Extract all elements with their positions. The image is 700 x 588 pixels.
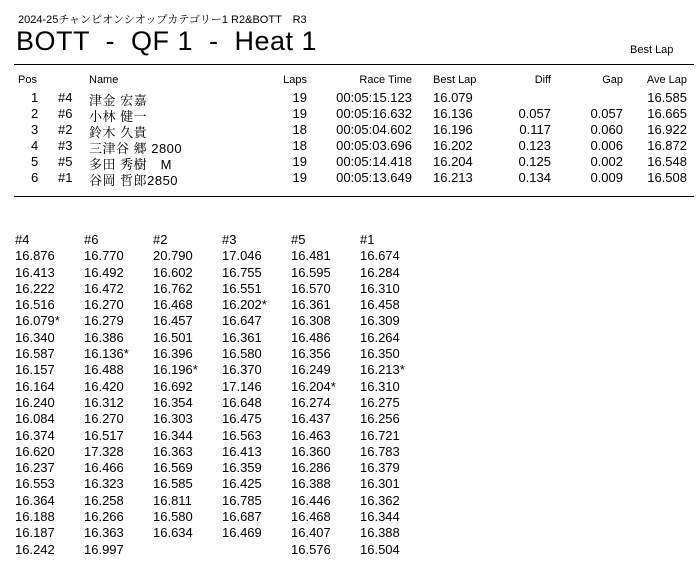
col-header-laps: Laps (283, 74, 307, 86)
lap-time-cell: 16.492 (84, 264, 124, 280)
lap-time-cell: 16.472 (84, 280, 124, 296)
lap-time-cell: 16.692 (153, 378, 193, 394)
lap-column-header: #1 (360, 232, 375, 247)
best-lap-cell: 16.213 (433, 170, 473, 185)
lap-time-cell: 16.413 (15, 264, 55, 280)
laps-cell: 18 (292, 122, 307, 137)
gap-cell: 0.009 (590, 170, 623, 185)
lap-time-cell: 16.242 (15, 541, 55, 557)
lap-time-cell: 16.446 (291, 492, 331, 508)
driver-name-cell: 三津谷 郷 2800 (89, 141, 183, 156)
laps-cell: 19 (292, 106, 307, 121)
pos-cell: 6 (31, 170, 39, 185)
result-row (0, 90, 700, 106)
diff-cell: 0.134 (518, 170, 551, 185)
lap-time-cell: 16.344 (360, 509, 400, 525)
lap-time-cell: 16.354 (153, 394, 193, 410)
lap-time-cell: 16.587 (15, 346, 55, 362)
lap-time-cell: 16.386 (84, 329, 124, 345)
pos-cell: 1 (31, 90, 39, 105)
lap-time-cell: 16.286 (291, 460, 331, 476)
lap-column-header: #2 (153, 232, 168, 247)
lap-time-cell: 16.350 (360, 346, 400, 362)
lap-time-cell: 16.721 (360, 427, 400, 443)
diff-cell: 0.123 (518, 138, 551, 153)
results-table (0, 74, 700, 186)
lap-time-cell: 16.188 (15, 509, 55, 525)
lap-time-cell: 16.504 (360, 541, 400, 557)
lap-column-header: #6 (84, 232, 99, 247)
lap-time-cell: 16.363 (153, 443, 193, 459)
driver-name-cell: 小林 健一 (89, 109, 148, 124)
ave-lap-cell: 16.508 (647, 170, 687, 185)
lap-time-cell: 16.755 (222, 264, 262, 280)
race-time-cell: 00:05:04.602 (336, 122, 412, 137)
lap-time-cell: 16.222 (15, 280, 55, 296)
race-time-cell: 00:05:13.649 (336, 170, 412, 185)
lap-time-cell: 16.762 (153, 280, 193, 296)
race-time-cell: 00:05:16.632 (336, 106, 412, 121)
col-header-diff: Diff (534, 74, 551, 86)
result-row (0, 106, 700, 122)
car-number-cell: #6 (58, 106, 73, 121)
lap-time-cell: 16.770 (84, 248, 124, 264)
result-row (0, 154, 700, 170)
lap-time-cell: 16.362 (360, 492, 400, 508)
lap-time-cell: 16.407 (291, 525, 331, 541)
lap-time-cell: 16.266 (84, 509, 124, 525)
lap-time-cell: 16.312 (84, 394, 124, 410)
lap-time-cell: 16.388 (360, 525, 400, 541)
lap-time-cell: 16.457 (153, 313, 193, 329)
lap-time-cell: 16.674 (360, 248, 400, 264)
driver-name-cell: 鈴木 久貴 (89, 125, 148, 140)
car-number-cell: #5 (58, 154, 73, 169)
lap-time-cell: 16.648 (222, 394, 262, 410)
lap-time-cell: 16.279 (84, 313, 124, 329)
driver-name-cell: 津金 宏嘉 (89, 93, 148, 108)
lap-time-cell: 16.356 (291, 346, 331, 362)
gap-cell: 0.002 (590, 154, 623, 169)
lap-time-cell: 16.458 (360, 297, 400, 313)
result-row (0, 138, 700, 154)
car-number-cell: #4 (58, 90, 73, 105)
lap-time-cell: 16.634 (153, 525, 193, 541)
lap-time-cell: 16.202* (222, 297, 267, 313)
lap-time-cell: 16.303 (153, 411, 193, 427)
lap-column (153, 232, 198, 542)
lap-time-cell: 16.164 (15, 378, 55, 394)
event-subtitle: 2024-25チャンピオンシオップカテゴリー1 R2&BOTT R3 (18, 14, 307, 26)
pos-cell: 5 (31, 154, 39, 169)
diff-cell: 0.125 (518, 154, 551, 169)
lap-column (84, 232, 129, 558)
lap-time-cell: 16.468 (291, 509, 331, 525)
lap-time-cell: 16.481 (291, 248, 331, 264)
gap-cell: 0.006 (590, 138, 623, 153)
lap-time-cell: 16.359 (222, 460, 262, 476)
ave-lap-cell: 16.665 (647, 106, 687, 121)
car-number-cell: #2 (58, 122, 73, 137)
diff-cell: 0.057 (518, 106, 551, 121)
lap-time-cell: 17.046 (222, 248, 262, 264)
pos-cell: 2 (31, 106, 39, 121)
ave-lap-cell: 16.548 (647, 154, 687, 169)
lap-time-cell: 16.580 (222, 346, 262, 362)
lap-time-cell: 16.469 (222, 525, 262, 541)
lap-time-cell: 16.270 (84, 411, 124, 427)
gap-cell: 0.060 (590, 122, 623, 137)
bottom-divider (14, 196, 694, 197)
car-number-cell: #3 (58, 138, 73, 153)
lap-time-cell: 16.308 (291, 313, 331, 329)
lap-time-cell: 16.563 (222, 427, 262, 443)
top-divider (14, 64, 694, 65)
col-header-best-lap: Best Lap (433, 74, 477, 86)
lap-time-cell: 16.516 (15, 297, 55, 313)
lap-time-cell: 16.240 (15, 394, 55, 410)
lap-time-cell: 16.360 (291, 443, 331, 459)
lap-time-cell: 16.284 (360, 264, 400, 280)
lap-time-cell: 16.620 (15, 443, 55, 459)
lap-time-cell: 16.475 (222, 411, 262, 427)
lap-time-cell: 16.301 (360, 476, 400, 492)
lap-time-cell: 16.310 (360, 378, 400, 394)
col-header-race-time: Race Time (359, 74, 412, 86)
lap-time-cell: 16.270 (84, 297, 124, 313)
lap-time-cell: 16.275 (360, 394, 400, 410)
lap-column-header: #4 (15, 232, 30, 247)
lap-time-cell: 16.084 (15, 411, 55, 427)
lap-column (360, 232, 405, 558)
lap-column (222, 232, 267, 542)
lap-time-cell: 16.363 (84, 525, 124, 541)
best-lap-cell: 16.196 (433, 122, 473, 137)
ave-lap-cell: 16.922 (647, 122, 687, 137)
best-lap-cell: 16.204 (433, 154, 473, 169)
lap-time-cell: 16.647 (222, 313, 262, 329)
lap-time-cell: 17.146 (222, 378, 262, 394)
lap-time-cell: 16.361 (222, 329, 262, 345)
lap-time-cell: 16.580 (153, 509, 193, 525)
lap-time-cell: 16.079* (15, 313, 60, 329)
ave-lap-cell: 16.872 (647, 138, 687, 153)
lap-time-cell: 16.196* (153, 362, 198, 378)
lap-time-cell: 20.790 (153, 248, 193, 264)
lap-time-cell: 16.425 (222, 476, 262, 492)
lap-time-cell: 16.501 (153, 329, 193, 345)
lap-time-cell: 16.213* (360, 362, 405, 378)
lap-time-cell: 16.553 (15, 476, 55, 492)
lap-time-cell: 16.379 (360, 460, 400, 476)
lap-time-cell: 16.256 (360, 411, 400, 427)
lap-time-cell: 16.783 (360, 443, 400, 459)
best-lap-cell: 16.136 (433, 106, 473, 121)
laps-cell: 19 (292, 154, 307, 169)
col-header-ave-lap: Ave Lap (646, 74, 687, 86)
lap-time-cell: 16.388 (291, 476, 331, 492)
lap-column (291, 232, 336, 558)
lap-time-cell: 16.344 (153, 427, 193, 443)
lap-time-cell: 16.340 (15, 329, 55, 345)
lap-time-cell: 16.258 (84, 492, 124, 508)
lap-time-cell: 16.687 (222, 509, 262, 525)
lap-time-cell: 16.157 (15, 362, 55, 378)
result-row (0, 122, 700, 138)
lap-time-cell: 16.602 (153, 264, 193, 280)
lap-column-header: #3 (222, 232, 237, 247)
results-header-row (0, 74, 700, 90)
lap-time-cell: 16.488 (84, 362, 124, 378)
race-time-cell: 00:05:14.418 (336, 154, 412, 169)
lap-time-cell: 17.328 (84, 443, 124, 459)
lap-time-cell: 16.204* (291, 378, 336, 394)
lap-time-cell: 16.585 (153, 476, 193, 492)
lap-time-cell: 16.517 (84, 427, 124, 443)
laps-cell: 19 (292, 170, 307, 185)
lap-time-cell: 16.374 (15, 427, 55, 443)
lap-time-cell: 16.237 (15, 460, 55, 476)
lap-time-cell: 16.876 (15, 248, 55, 264)
lap-time-cell: 16.310 (360, 280, 400, 296)
lap-time-cell: 16.187 (15, 525, 55, 541)
col-header-pos: Pos (18, 74, 37, 86)
race-time-cell: 00:05:03.696 (336, 138, 412, 153)
lap-time-cell: 16.413 (222, 443, 262, 459)
lap-time-cell: 16.396 (153, 346, 193, 362)
lap-column (15, 232, 60, 558)
laps-cell: 18 (292, 138, 307, 153)
lap-time-cell: 16.997 (84, 541, 124, 557)
lap-time-cell: 16.785 (222, 492, 262, 508)
lap-time-cell: 16.361 (291, 297, 331, 313)
diff-cell: 0.117 (519, 122, 551, 137)
driver-name-cell: 谷岡 哲郎2850 (89, 173, 179, 188)
lap-time-cell: 16.309 (360, 313, 400, 329)
lap-time-cell: 16.576 (291, 541, 331, 557)
pos-cell: 4 (31, 138, 39, 153)
lap-time-cell: 16.463 (291, 427, 331, 443)
lap-time-cell: 16.570 (291, 280, 331, 296)
lap-time-cell: 16.811 (153, 492, 192, 508)
lap-time-cell: 16.569 (153, 460, 193, 476)
car-number-cell: #1 (58, 170, 73, 185)
lap-time-cell: 16.437 (291, 411, 331, 427)
driver-name-cell: 多田 秀樹 M (89, 157, 172, 172)
best-lap-caption: Best Lap (630, 44, 674, 56)
col-header-name: Name (89, 74, 119, 86)
ave-lap-cell: 16.585 (647, 90, 687, 105)
result-row (0, 170, 700, 186)
pos-cell: 3 (31, 122, 39, 137)
lap-time-cell: 16.551 (222, 280, 262, 296)
lap-time-cell: 16.249 (291, 362, 331, 378)
gap-cell: 0.057 (590, 106, 623, 121)
page-title: BOTT - QF 1 - Heat 1 (16, 26, 318, 56)
lap-time-cell: 16.370 (222, 362, 262, 378)
lap-time-cell: 16.486 (291, 329, 331, 345)
lap-time-cell: 16.264 (360, 329, 400, 345)
lap-column-header: #5 (291, 232, 306, 247)
lap-time-cell: 16.595 (291, 264, 331, 280)
lap-time-cell: 16.136* (84, 346, 129, 362)
lap-time-cell: 16.466 (84, 460, 124, 476)
col-header-gap: Gap (602, 74, 623, 86)
lap-time-cell: 16.420 (84, 378, 124, 394)
lap-time-cell: 16.323 (84, 476, 124, 492)
lap-time-cell: 16.364 (15, 492, 55, 508)
best-lap-cell: 16.079 (433, 90, 473, 105)
lap-time-cell: 16.468 (153, 297, 193, 313)
lap-time-cell: 16.274 (291, 394, 331, 410)
race-time-cell: 00:05:15.123 (336, 90, 412, 105)
best-lap-cell: 16.202 (433, 138, 473, 153)
laps-cell: 19 (292, 90, 307, 105)
